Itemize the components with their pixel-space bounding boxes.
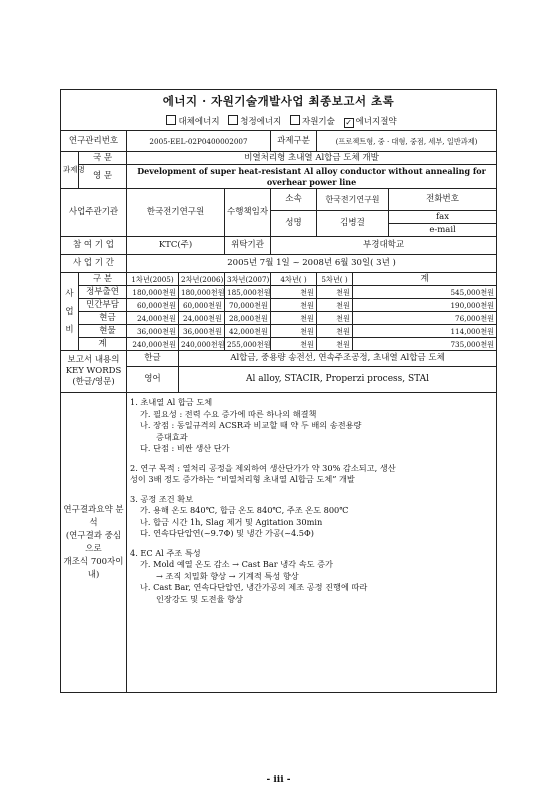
budget-cell: 255,000천원	[225, 338, 271, 351]
checkbox-energy-saving[interactable]	[344, 118, 354, 128]
budget-row-label: 민간부담	[79, 299, 127, 312]
english-name-value: Development of super heat-resistant Al alloy conductor without annealing for overhear power line	[127, 165, 497, 189]
budget-cell: 70,000천원	[225, 299, 271, 312]
budget-cell: 60,000천원	[127, 299, 179, 312]
budget-header-year3: 3차년(2007)	[225, 273, 271, 286]
budget-cell: 180,000천원	[179, 286, 225, 299]
keywords-label-line: KEY WORDS	[65, 366, 122, 376]
budget-cell: 천원	[317, 338, 353, 351]
summary-content	[127, 393, 497, 693]
budget-header-year4: 4차년( )	[271, 273, 317, 286]
budget-header-year1: 1차년(2005)	[127, 273, 179, 286]
summary-line: 나. 합금 시간 1h, Slag 제거 및 Agitation 30min	[140, 516, 323, 527]
summary-line: 다. 단점 : 비싼 생산 단가	[140, 443, 230, 453]
budget-side-label	[61, 273, 79, 351]
consigned-org-label: 위탁기관	[225, 237, 271, 255]
korean-name-value: 비열처리형 초내열 Al합금 도체 개발	[127, 152, 497, 165]
affiliation-label: 소속	[271, 189, 317, 211]
affiliation-value: 한국전기연구원	[317, 189, 389, 211]
english-name-label: 영 문	[79, 165, 127, 189]
leader-name-label: 성명	[271, 211, 317, 237]
summary-line: 4. EC Al 주조 특성	[130, 547, 201, 558]
summary-label-line: 개조식 700자이내)	[63, 556, 124, 580]
budget-row-label: 계	[79, 338, 127, 351]
budget-cell: 천원	[317, 299, 353, 312]
category-label: 대체에너지	[178, 116, 220, 127]
consigned-org-value: 부경대학교	[271, 237, 497, 255]
budget-cell: 190,000천원	[353, 299, 497, 312]
budget-row-private	[61, 299, 497, 312]
korean-name-label: 국 문	[79, 152, 127, 165]
category-checkboxes	[61, 112, 497, 131]
admin-number-value: 2005-EEL-02P0400002007	[127, 131, 271, 152]
keywords-english-value: Al alloy, STACIR, Properzi process, STAl	[179, 367, 497, 393]
budget-cell: 천원	[271, 312, 317, 325]
keywords-label	[61, 351, 127, 393]
page-number: - iii -	[266, 775, 291, 785]
check-mark-icon: ✓	[345, 117, 352, 127]
summary-section-1	[130, 397, 493, 455]
summary-section-2	[130, 463, 493, 486]
project-period-label: 사 업 기 간	[61, 255, 127, 273]
checkbox-alternative-energy[interactable]	[166, 115, 176, 125]
keywords-korean-label: 한글	[127, 351, 179, 367]
budget-cell: 36,000천원	[127, 325, 179, 338]
budget-side-char: 사	[65, 288, 74, 299]
abstract-table	[60, 89, 497, 693]
budget-cell: 240,000천원	[179, 338, 225, 351]
summary-line: 3. 공정 조건 확보	[130, 493, 194, 504]
category-label: 자원기술	[302, 116, 335, 127]
budget-cell: 180,000천원	[127, 286, 179, 299]
budget-side-char: 업	[65, 306, 74, 317]
budget-cell: 천원	[317, 325, 353, 338]
leader-name-value: 김병걸	[317, 211, 389, 237]
summary-line: → 조직 치밀화 향상 → 기계적 특성 향상	[156, 570, 299, 581]
budget-cell: 천원	[271, 338, 317, 351]
keywords-english-label: 영어	[127, 367, 179, 393]
summary-line: 가. 용해 온도 840℃, 합금 온도 840℃, 주조 온도 800℃	[140, 505, 349, 515]
fax-label: fax	[389, 211, 497, 224]
summary-line: 다. 연속다단압연(~9.7Φ) 및 냉간 가공(~4.5Φ)	[140, 528, 314, 538]
budget-cell: 천원	[317, 286, 353, 299]
budget-cell: 60,000천원	[179, 299, 225, 312]
budget-cell: 24,000천원	[127, 312, 179, 325]
project-period-value: 2005년 7월 1일 ~ 2008년 6월 30일( 3년 )	[127, 255, 497, 273]
project-name-label	[61, 152, 85, 189]
budget-cell: 천원	[271, 325, 317, 338]
summary-line: 가. Mold 예열 온도 감소 → Cast Bar 냉각 속도 증가	[140, 559, 333, 569]
organization-label: 사업주관기관	[61, 189, 127, 237]
summary-line: 인장강도 및 도전율 향상	[156, 593, 243, 604]
budget-cell: 24,000천원	[179, 312, 225, 325]
keywords-korean-value: Al합금, 중용량 송전선, 연속주조공정, 초내열 Al합금 도체	[179, 351, 497, 367]
budget-cell: 천원	[271, 299, 317, 312]
summary-section-3	[130, 494, 493, 540]
budget-row-total	[61, 338, 497, 351]
budget-header-total: 계	[353, 273, 497, 286]
keywords-label-line: (한글/영문)	[72, 377, 115, 387]
budget-cell: 76,000천원	[353, 312, 497, 325]
budget-cell: 240,000천원	[127, 338, 179, 351]
summary-label-line: 연구결과요약 분석	[63, 504, 124, 528]
admin-number-label: 연구관리번호	[61, 131, 127, 152]
budget-cell: 천원	[317, 312, 353, 325]
budget-row-inkind	[61, 325, 497, 338]
participant-company-value: KTC(주)	[127, 237, 225, 255]
budget-row-government	[61, 286, 497, 299]
summary-line: 나. Cast Bar, 연속다단압연, 냉간가공의 제조 공정 진행에 따라	[140, 582, 368, 592]
category-label: 에너지절약	[355, 116, 397, 127]
report-abstract-form	[60, 89, 496, 693]
budget-cell: 36,000천원	[179, 325, 225, 338]
budget-row-cash	[61, 312, 497, 325]
budget-cell: 28,000천원	[225, 312, 271, 325]
checkbox-resource-tech[interactable]	[290, 115, 300, 125]
budget-row-label: 현물	[79, 325, 127, 338]
summary-line: 가. 필요성 : 전력 수요 증가에 따른 하나의 해결책	[140, 408, 317, 419]
budget-header-category: 구 분	[79, 273, 127, 286]
budget-cell: 천원	[271, 286, 317, 299]
budget-cell: 42,000천원	[225, 325, 271, 338]
budget-row-label: 현금	[79, 312, 127, 325]
project-type-value: (프로젝트형, 중 · 대형, 중점, 세부, 일반과제)	[317, 131, 497, 152]
budget-cell: 545,000천원	[353, 286, 497, 299]
summary-line: 1. 초내열 Al 합금 도체	[130, 397, 213, 407]
phone-label: 전화번호	[389, 189, 497, 211]
summary-line: 성이 3배 정도 증가하는 “비열처리형 초내열 Al합금 도체” 개발	[130, 474, 355, 484]
form-title: 에너지 · 자원기술개발사업 최종보고서 초록	[61, 90, 497, 113]
summary-line: 나. 장점 : 동일규격의 ACSR과 비교할 때 약 두 배의 송전용량	[140, 420, 362, 430]
project-leader-label: 수행책임자	[225, 189, 271, 237]
budget-cell: 185,000천원	[225, 286, 271, 299]
category-label: 청정에너지	[240, 116, 282, 127]
budget-cell: 735,000천원	[353, 338, 497, 351]
budget-cell: 114,000천원	[353, 325, 497, 338]
organization-name: 한국전기연구원	[127, 189, 225, 237]
keywords-label-line: 보고서 내용의	[67, 355, 120, 365]
email-label: e-mail	[389, 224, 497, 237]
project-type-label: 과제구분	[271, 131, 317, 152]
project-name-label-text: 과제명	[63, 165, 85, 174]
summary-line: 증대효과	[156, 431, 188, 442]
summary-section-4	[130, 548, 493, 606]
budget-header-year2: 2차년(2006)	[179, 273, 225, 286]
budget-header-year5: 5차년( )	[317, 273, 353, 286]
checkbox-clean-energy[interactable]	[228, 115, 238, 125]
summary-label	[61, 393, 127, 693]
participant-company-label: 참 여 기 업	[61, 237, 127, 255]
summary-label-line: (연구결과 중심으로	[65, 530, 122, 554]
summary-line: 2. 연구 목적 : 열처리 공정을 제외하여 생산단가가 약 30% 감소되고, 생산	[130, 462, 396, 473]
budget-side-char: 비	[65, 324, 74, 335]
budget-row-label: 정부출연	[79, 286, 127, 299]
